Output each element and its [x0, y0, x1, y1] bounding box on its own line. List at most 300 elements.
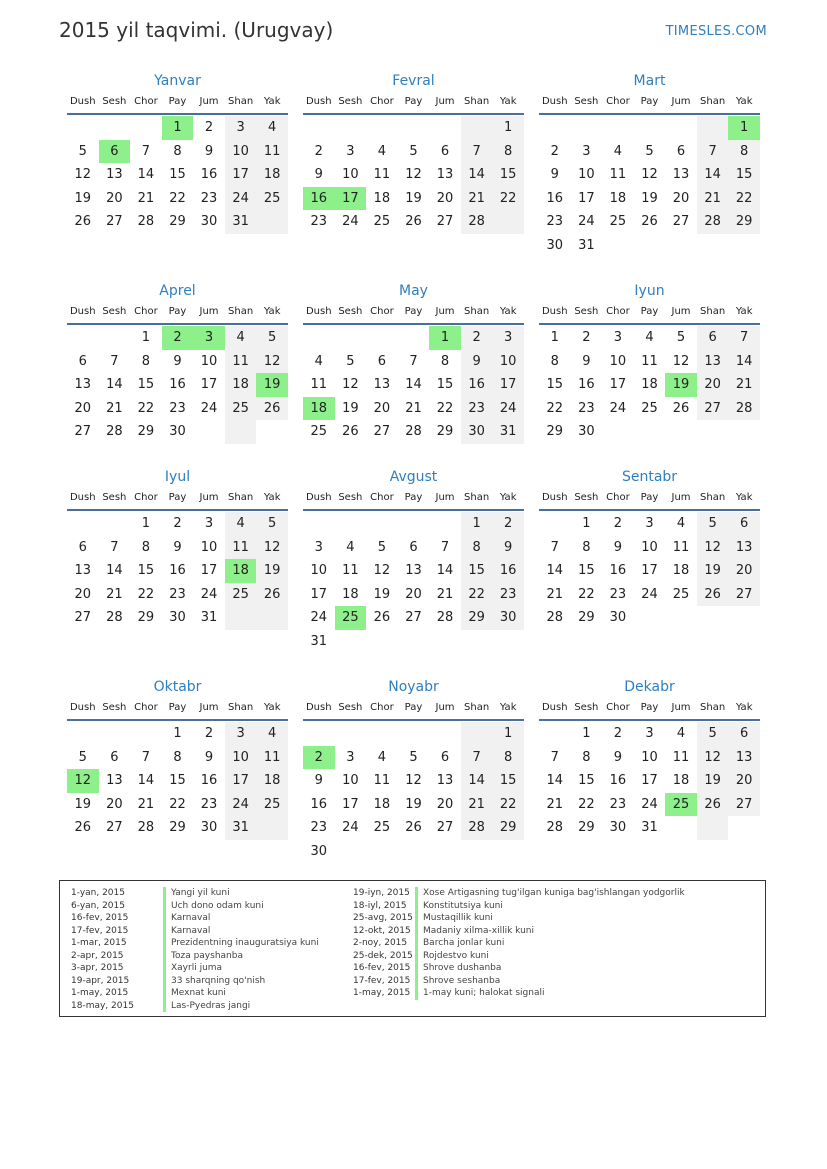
weekday-label: Yak [735, 492, 753, 503]
day-cell: 22 [546, 400, 564, 416]
empty-cell [697, 234, 729, 258]
day-cell: 8 [173, 749, 182, 765]
day-cell: 3 [645, 516, 654, 531]
day-cell: 30 [169, 610, 186, 626]
weekday-label: Shan [464, 96, 490, 107]
day-cell: 19 [74, 190, 92, 206]
empty-cell [602, 234, 634, 258]
day-cell: 21 [546, 796, 564, 812]
month-may [303, 282, 524, 444]
day-cell: 6 [99, 140, 131, 164]
weekday-label: Dush [69, 702, 96, 713]
empty-cell [665, 116, 697, 140]
day-cell: 21 [728, 373, 760, 397]
day-cell: 15 [461, 559, 493, 583]
day-cell: 20 [74, 400, 92, 416]
day-cell: 21 [697, 187, 729, 211]
day-cell: 10 [641, 539, 658, 555]
empty-cell [366, 722, 398, 746]
day-cell: 4 [377, 749, 387, 765]
weekday-label: Chor [134, 492, 158, 503]
day-cell: 4 [377, 143, 387, 159]
weekday-label: Jum [671, 492, 691, 503]
day-cell: 27 [436, 820, 454, 836]
day-cell: 29 [137, 424, 155, 440]
legend-date: 2-noy, 2015 [353, 938, 408, 948]
day-grid [539, 116, 760, 258]
day-cell: 14 [697, 163, 729, 187]
day-cell: 24 [578, 214, 595, 230]
day-cell: 12 [697, 746, 729, 770]
empty-cell [99, 722, 131, 746]
day-cell: 30 [310, 843, 328, 859]
weekday-header [67, 488, 288, 511]
day-cell: 1 [429, 326, 461, 350]
empty-cell [429, 512, 461, 536]
day-cell: 5 [676, 330, 686, 345]
day-cell: 2 [303, 746, 335, 770]
legend-holiday-name: Barcha jonlar kuni [415, 937, 504, 950]
day-cell: 30 [578, 424, 595, 440]
day-cell: 22 [728, 187, 760, 211]
day-cell: 10 [342, 167, 359, 183]
day-cell: 13 [74, 563, 92, 579]
day-cell: 9 [550, 167, 559, 183]
weekday-label: Chor [134, 306, 158, 317]
day-cell: 6 [78, 539, 87, 555]
weekday-label: Dush [69, 492, 96, 503]
day-cell: 31 [225, 210, 257, 234]
day-cell: 19 [665, 373, 697, 397]
day-cell: 3 [225, 722, 257, 746]
empty-cell [67, 326, 99, 350]
weekday-label: Jum [199, 96, 219, 107]
day-cell: 6 [728, 722, 760, 746]
month-name: Iyul [164, 469, 191, 485]
day-cell: 10 [225, 746, 257, 770]
day-cell: 13 [697, 350, 729, 374]
holiday-legend [59, 880, 766, 1017]
weekday-header [539, 302, 760, 325]
empty-cell [366, 630, 398, 654]
day-cell: 8 [461, 536, 493, 560]
empty-cell [398, 630, 430, 654]
weekday-label: Dush [541, 492, 568, 503]
day-cell: 2 [314, 143, 323, 159]
day-cell: 29 [578, 820, 595, 836]
day-cell: 2 [204, 726, 214, 741]
weekday-label: Yak [499, 96, 517, 107]
day-cell: 22 [137, 586, 155, 602]
brand-link[interactable]: TIMESLES.COM [665, 24, 767, 39]
day-cell: 24 [609, 400, 627, 416]
day-cell: 17 [342, 796, 359, 812]
empty-cell [99, 326, 131, 350]
empty-cell [461, 630, 493, 654]
weekday-header [303, 302, 524, 325]
day-cell: 16 [310, 796, 328, 812]
day-cell: 22 [578, 586, 595, 602]
day-cell: 24 [492, 397, 524, 421]
day-cell: 2 [162, 326, 194, 350]
empty-cell [697, 606, 729, 630]
day-cell: 26 [74, 214, 92, 230]
empty-cell [303, 722, 335, 746]
month-name: Iyun [634, 283, 665, 299]
day-cell: 2 [613, 516, 623, 531]
legend-holiday-name: Rojdestvo kuni [415, 950, 489, 963]
day-cell: 15 [436, 377, 454, 393]
weekday-label: Pay [640, 96, 659, 107]
empty-cell [539, 116, 571, 140]
day-cell: 22 [169, 796, 186, 812]
day-cell: 18 [256, 769, 288, 793]
day-cell: 4 [314, 353, 323, 369]
legend-holiday-name: Uch dono odam kuni [163, 900, 264, 913]
day-grid [67, 722, 288, 840]
legend-holiday-name: 33 sharqning qo'nish [163, 975, 265, 988]
day-cell: 6 [676, 143, 686, 159]
day-cell: 3 [225, 116, 257, 140]
day-cell: 3 [492, 326, 524, 350]
day-cell: 28 [461, 210, 493, 234]
day-cell: 2 [550, 143, 559, 159]
day-cell: 6 [728, 512, 760, 536]
day-cell: 1 [550, 330, 559, 345]
weekday-label: Sesh [574, 702, 599, 713]
day-cell: 13 [373, 377, 391, 393]
empty-cell [193, 420, 225, 444]
day-cell: 11 [641, 353, 658, 369]
day-cell: 31 [310, 633, 328, 649]
day-cell: 15 [137, 563, 155, 579]
weekday-label: Sesh [102, 702, 127, 713]
weekday-header [67, 92, 288, 115]
legend-date: 19-iyn, 2015 [353, 888, 410, 898]
day-cell: 22 [461, 583, 493, 607]
day-cell: 13 [728, 536, 760, 560]
weekday-header [67, 302, 288, 325]
weekday-label: Pay [404, 96, 423, 107]
day-cell: 15 [137, 377, 155, 393]
weekday-header [539, 488, 760, 511]
day-cell: 21 [461, 187, 493, 211]
empty-cell [256, 210, 288, 234]
day-cell: 5 [346, 353, 355, 369]
weekday-label: Sesh [338, 492, 363, 503]
day-cell: 6 [78, 353, 87, 369]
legend-date: 1-mar, 2015 [71, 938, 127, 948]
day-cell: 1 [582, 726, 591, 741]
day-cell: 10 [609, 353, 627, 369]
empty-cell [634, 420, 666, 444]
day-cell: 26 [373, 610, 391, 626]
legend-row [71, 900, 319, 913]
day-cell: 6 [110, 749, 119, 765]
legend-row [71, 925, 319, 938]
day-cell: 14 [461, 163, 493, 187]
day-cell: 3 [613, 330, 623, 345]
empty-cell [99, 512, 131, 536]
day-cell: 26 [697, 793, 729, 817]
day-cell: 26 [672, 400, 690, 416]
day-cell: 2 [173, 516, 182, 531]
empty-cell [728, 606, 760, 630]
day-cell: 30 [492, 606, 524, 630]
day-grid [539, 722, 760, 840]
day-cell: 20 [672, 190, 690, 206]
day-cell: 24 [200, 586, 218, 602]
day-cell: 30 [609, 820, 627, 836]
day-cell: 7 [110, 539, 119, 555]
weekday-label: Shan [464, 702, 490, 713]
day-cell: 7 [461, 140, 493, 164]
weekday-label: Pay [404, 306, 423, 317]
legend-date: 12-okt, 2015 [353, 925, 411, 936]
empty-cell [99, 116, 131, 140]
day-cell: 19 [641, 190, 658, 206]
legend-holiday-name: Shrove dushanba [415, 962, 501, 975]
legend-row [353, 912, 685, 925]
weekday-label: Shan [228, 96, 254, 107]
day-cell: 27 [672, 214, 690, 230]
day-cell: 9 [314, 773, 323, 789]
day-cell: 13 [106, 167, 123, 183]
empty-cell [398, 840, 430, 864]
day-cell: 3 [204, 516, 214, 531]
legend-date: 2-apr, 2015 [71, 950, 124, 961]
day-cell: 4 [346, 539, 355, 555]
empty-cell [429, 840, 461, 864]
day-cell: 11 [672, 749, 690, 765]
day-cell: 26 [74, 820, 92, 836]
empty-cell [461, 840, 493, 864]
empty-cell [335, 512, 367, 536]
empty-cell [665, 816, 697, 840]
day-cell: 26 [256, 583, 288, 607]
legend-date: 25-dek, 2015 [353, 950, 413, 961]
day-cell: 28 [405, 424, 422, 440]
day-cell: 17 [310, 586, 328, 602]
day-cell: 23 [200, 796, 218, 812]
legend-date: 1-yan, 2015 [71, 888, 125, 898]
month-avgust [303, 468, 524, 654]
day-cell: 19 [697, 769, 729, 793]
day-cell: 21 [106, 586, 123, 602]
weekday-label: Dush [305, 96, 332, 107]
empty-cell [335, 630, 367, 654]
day-cell: 18 [225, 559, 257, 583]
day-cell: 1 [141, 330, 151, 345]
day-cell: 29 [492, 816, 524, 840]
empty-cell [335, 326, 367, 350]
day-cell: 30 [609, 610, 627, 626]
empty-cell [398, 116, 430, 140]
day-cell: 9 [173, 539, 182, 555]
day-cell: 12 [256, 536, 288, 560]
legend-date: 6-yan, 2015 [71, 900, 125, 911]
month-name: Avgust [389, 469, 438, 485]
legend-date: 18-iyl, 2015 [353, 900, 407, 911]
month-dekabr [539, 678, 760, 840]
day-cell: 23 [609, 796, 627, 812]
day-cell: 12 [405, 773, 422, 789]
day-cell: 26 [405, 214, 422, 230]
day-cell: 26 [256, 397, 288, 421]
weekday-label: Shan [228, 702, 254, 713]
empty-cell [665, 606, 697, 630]
weekday-label: Shan [228, 306, 254, 317]
day-cell: 26 [641, 214, 658, 230]
day-cell: 27 [106, 214, 123, 230]
day-cell: 4 [613, 143, 623, 159]
weekday-label: Jum [199, 492, 219, 503]
month-oktabr [67, 678, 288, 840]
day-cell: 13 [405, 563, 422, 579]
weekday-label: Shan [228, 492, 254, 503]
day-cell: 18 [373, 190, 391, 206]
day-cell: 14 [728, 350, 760, 374]
day-cell: 14 [436, 563, 454, 579]
legend-row [353, 925, 685, 938]
day-cell: 6 [377, 353, 387, 369]
day-cell: 10 [641, 749, 658, 765]
day-cell: 13 [436, 773, 454, 789]
weekday-label: Dush [541, 306, 568, 317]
legend-row [71, 937, 319, 950]
weekday-label: Chor [606, 306, 630, 317]
weekday-label: Yak [263, 96, 281, 107]
day-cell: 1 [492, 722, 524, 746]
weekday-label: Jum [671, 702, 691, 713]
legend-row [71, 1000, 319, 1013]
day-cell: 2 [582, 330, 591, 345]
weekday-header [67, 698, 288, 721]
month-name: Oktabr [153, 679, 202, 695]
day-cell: 25 [609, 214, 627, 230]
day-cell: 31 [641, 820, 658, 836]
day-cell: 25 [641, 400, 658, 416]
day-cell: 15 [728, 163, 760, 187]
day-cell: 14 [106, 377, 123, 393]
day-cell: 19 [373, 586, 391, 602]
day-cell: 18 [303, 397, 335, 421]
legend-row [353, 987, 685, 1000]
weekday-label: Pay [640, 306, 659, 317]
empty-cell [303, 326, 335, 350]
weekday-label: Dush [305, 492, 332, 503]
weekday-label: Jum [671, 306, 691, 317]
empty-cell [539, 722, 571, 746]
day-cell: 17 [335, 187, 367, 211]
legend-date: 16-fev, 2015 [353, 963, 411, 973]
day-cell: 27 [373, 424, 391, 440]
day-cell: 10 [342, 773, 359, 789]
day-cell: 19 [342, 400, 359, 416]
day-cell: 7 [728, 326, 760, 350]
day-cell: 8 [141, 353, 151, 369]
day-cell: 21 [436, 586, 454, 602]
weekday-label: Jum [435, 492, 455, 503]
day-cell: 20 [436, 190, 454, 206]
day-cell: 27 [728, 793, 760, 817]
day-cell: 7 [440, 539, 450, 555]
weekday-header [539, 698, 760, 721]
day-cell: 2 [613, 726, 623, 741]
legend-row [71, 887, 319, 900]
day-grid [67, 326, 288, 444]
day-cell: 23 [310, 214, 328, 230]
day-cell: 24 [310, 610, 328, 626]
weekday-label: Yak [499, 702, 517, 713]
empty-cell [602, 420, 634, 444]
legend-holiday-name: Konstitutsiya kuni [415, 900, 503, 913]
day-cell: 15 [169, 167, 186, 183]
day-cell: 21 [137, 796, 155, 812]
day-cell: 21 [405, 400, 422, 416]
day-grid [303, 722, 524, 864]
day-cell: 25 [225, 583, 257, 607]
day-cell: 19 [405, 190, 422, 206]
day-cell: 10 [225, 140, 257, 164]
empty-cell [256, 606, 288, 630]
day-cell: 26 [405, 820, 422, 836]
day-cell: 31 [225, 816, 257, 840]
empty-cell [225, 606, 257, 630]
day-cell: 3 [346, 749, 355, 765]
day-cell: 13 [74, 377, 92, 393]
weekday-label: Pay [640, 702, 659, 713]
day-cell: 28 [546, 610, 564, 626]
empty-cell [728, 234, 760, 258]
legend-row [71, 975, 319, 988]
day-cell: 4 [676, 726, 686, 741]
day-cell: 11 [256, 746, 288, 770]
day-cell: 18 [373, 796, 391, 812]
day-cell: 27 [728, 583, 760, 607]
month-fevral [303, 72, 524, 234]
day-cell: 28 [436, 610, 454, 626]
day-cell: 11 [373, 773, 391, 789]
day-cell: 20 [373, 400, 391, 416]
day-cell: 5 [645, 143, 654, 159]
empty-cell [429, 630, 461, 654]
empty-cell [303, 116, 335, 140]
day-cell: 21 [106, 400, 123, 416]
weekday-label: Dush [305, 306, 332, 317]
day-cell: 14 [106, 563, 123, 579]
day-cell: 18 [672, 563, 690, 579]
day-cell: 18 [641, 377, 658, 393]
day-cell: 24 [342, 820, 359, 836]
weekday-header [303, 698, 524, 721]
day-cell: 30 [200, 214, 218, 230]
day-grid [303, 116, 524, 234]
month-name: Yanvar [154, 73, 201, 89]
day-cell: 22 [578, 796, 595, 812]
weekday-label: Sesh [338, 702, 363, 713]
empty-cell [335, 116, 367, 140]
empty-cell [366, 840, 398, 864]
legend-date: 25-avg, 2015 [353, 913, 413, 923]
day-cell: 7 [141, 143, 151, 159]
empty-cell [366, 116, 398, 140]
day-cell: 2 [461, 326, 493, 350]
day-cell: 11 [310, 377, 328, 393]
month-iyun [539, 282, 760, 444]
legend-holiday-name: Karnaval [163, 912, 210, 925]
day-cell: 8 [728, 140, 760, 164]
